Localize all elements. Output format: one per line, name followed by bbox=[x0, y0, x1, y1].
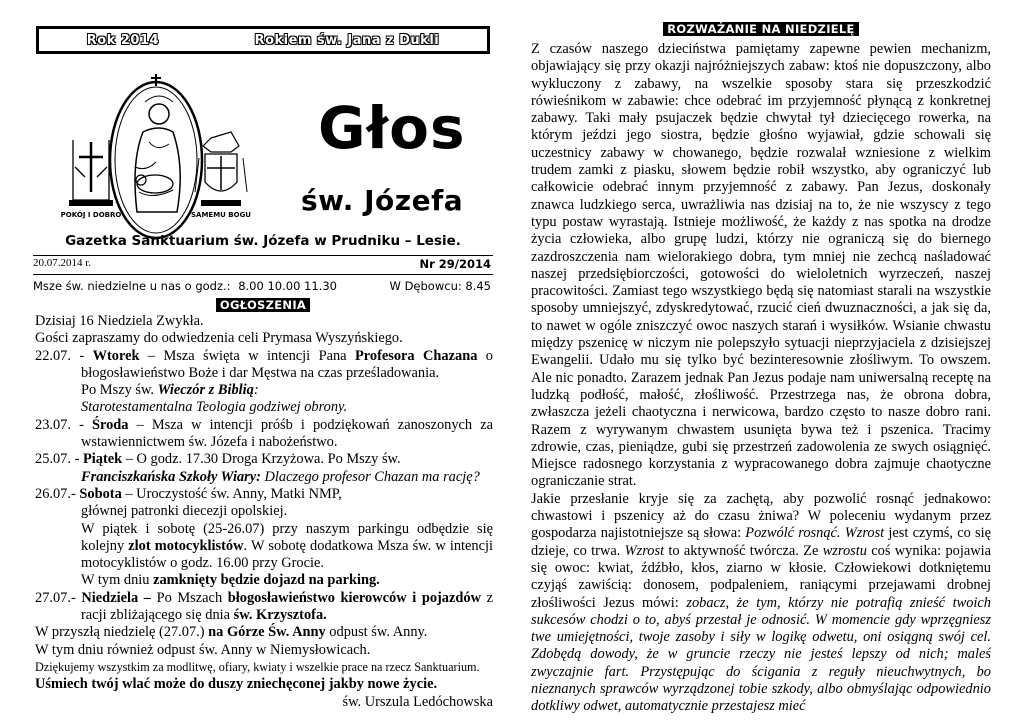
announcement-line: Gości zapraszamy do odwiedzenia celi Prymasa Wyszyńskiego. bbox=[35, 330, 403, 347]
right-column bbox=[531, 20, 991, 720]
header-banner bbox=[36, 26, 490, 54]
reflection-heading: ROZWAŻANIE NA NIEDZIELĘ bbox=[663, 22, 858, 36]
svg-text:SAMEMU BOGU: SAMEMU BOGU bbox=[190, 211, 251, 219]
announcement-friday-school: Franciszkańska Szkoły Wiary: Dlaczego profesor Chazan ma rację? bbox=[81, 468, 480, 485]
masses-times: 8.00 10.00 11.30 bbox=[238, 279, 337, 293]
quote-author: św. Urszula Ledóchowska bbox=[342, 693, 493, 710]
announcement-wednesday: 23.07. - Środa – Msza w intencji próśb i podziękowań zanoszonych za wstawiennictwem św. Józefa i nabożeństwo. bbox=[35, 416, 493, 451]
sanctuary-emblem bbox=[61, 72, 251, 242]
bulletin-subtitle: św. Józefa bbox=[301, 184, 464, 217]
svg-text:POKÓJ I DOBRO: POKÓJ I DOBRO bbox=[61, 211, 122, 219]
announcement-tuesday: 22.07. - Wtorek – Msza święta w intencji Pana Profesora Chazana o błogosławieństwo Boże i dar Męstwa na czas prześladowania. bbox=[35, 347, 494, 381]
announcement-friday: 25.07. - Piątek – O godz. 17.30 Droga Krzyżowa. Po Mszy św. bbox=[35, 451, 401, 468]
left-column bbox=[33, 24, 495, 714]
announcements-body bbox=[35, 313, 493, 711]
divider bbox=[33, 255, 493, 256]
reflection-paragraph: Jakie przesłanie kryje się za zachętą, aby pozwolić rosnąć jednakowo: chwastowi i pszenicy aż do czasu żniwa? W poleceniu wydanym przez gospodarza najistotniejsze są słowa: Pozwólć rosnąć. Wzrost jest czymś, co się dzieje, co trwa. Wzrost to aktywność twórcza. Ze wzrostu coś wynika: pojawia się owoc: kwiat, źdźbło, kłos, ziarno w kłosie. Człowiekowi dotkniętemu czyjąś zawiścią: donosem, podpaleniem, raniącymi przejawami drobnej złośliwości Jezus mówi: zobacz, że tym, którzy nie potrafią znieść twoich sukcesów chodzi o to, abyś przestał je odnosić. W momencie gdy wprzęgniesz twe umiejętności, twoje zasoby i siły w logikę odwetu, oni osiągną swój cel. Zdobędą dowody, że w gruncie rzeczy nie jesteś lepszy od nich; maleś zwyczajnie fart. Przystępując do ścigania z reguły nieuchwytnych, bo nieznanych sprawców wyrządzonej tobie szkody, albo obmyślając odpowiednio dotkliwy odwet, automatycznie przestajesz mieć bbox=[531, 490, 991, 715]
bulletin-title: Głos bbox=[318, 94, 466, 162]
masses-label: Msze św. niedzielne u nas o godz.: bbox=[33, 279, 231, 293]
issue-dateline bbox=[33, 257, 493, 273]
announcement-sunday: 27.07.- Niedziela – Po Mszach błogosławieństwo kierowców i pojazdów z racji zbliżającego się dnia św. Krzysztofa. bbox=[35, 589, 493, 624]
issue-date: 20.07.2014 r. bbox=[33, 257, 92, 269]
reflection-heading-wrap bbox=[531, 20, 991, 38]
mass-times bbox=[33, 279, 493, 295]
year-label: Rok 2014 bbox=[86, 32, 160, 48]
debowiec-times: W Dębowcu: 8.45 bbox=[389, 279, 491, 293]
announcement-tuesday-theme: Starotestamentalna Teologia godziwej obrony. bbox=[81, 399, 348, 416]
thanks-line: Dziękujemy wszystkim za modlitwę, ofiary, kwiaty i wszelkie prace na rzecz Sanktuarium. bbox=[35, 659, 480, 674]
announcement-also: W tym dniu również odpust św. Anny w Niemysłowicach. bbox=[35, 641, 371, 658]
gazette-line: Gazetka Sanktuarium św. Józefa w Prudniku – Lesie. bbox=[65, 233, 461, 249]
announcement-tuesday-evening: Po Mszy św. Wieczór z Biblią: bbox=[81, 382, 259, 399]
announcement-parking: W tym dniu zamknięty będzie dojazd na parking. bbox=[81, 572, 380, 589]
dedication-label: Rokiem św. Jana z Dukli bbox=[254, 32, 440, 48]
announcements-heading: OGŁOSZENIA bbox=[216, 298, 310, 312]
divider bbox=[33, 274, 493, 275]
announcement-line: Dzisiaj 16 Niedziela Zwykła. bbox=[35, 313, 204, 329]
issue-number: Nr 29/2014 bbox=[419, 257, 491, 271]
reflection-body bbox=[531, 41, 991, 716]
announcement-next-sunday: W przyszłą niedzielę (27.07.) na Górze Św. Anny odpust św. Anny. bbox=[35, 624, 428, 641]
announcements-heading-wrap bbox=[33, 296, 493, 314]
announcement-saturday-patron: głównej patronki diecezji opolskiej. bbox=[81, 503, 288, 520]
quote-line: Uśmiech twój wlać może do duszy zniechęconej jakby nowe życie. bbox=[35, 676, 438, 693]
reflection-paragraph: Z czasów naszego dzieciństwa pamiętamy zapewne pewien mechanizm, objawiający się przy okazji najróżniejszych zabaw: ktoś nie dopuszczony, albo wykluczony z zabawy, na wszelkie sposoby stara się przeszkodzić rówieśnikom w zabawie: chce odebrać im przyjemność płynącą z konkretnej zabawy. Taki mały psujaczek będzie chwytał tył dziecięcego rowerka, na którym jeździ jego siostra, będzie głośno wyjawiał, gdzie schowali się uczestnicy zabawy w chowanego, będzie rozwalał wzniesione z wielkim trudem zamki z piasku, słowem będzie robił wszystko, aby ograniczyć lub całkowicie odebrać innym przyjemność z zabawy. Pan Jezus, doskonały znawca ludzkiego serca, uwrażliwia nas dzisiaj na to, że nie wszyscy z tego typu postaw wyrastają. Istnieje możliwość, że każdy z nas spotka na drodze życia człowieka, albo grupę ludzi, którzy nie ograniczą się do biernego zazdroszczenia nam wielorakiego dobra, tym mniej nie zechcą naśladować naszej przedsiębiorczości, gotowości do wieloletnich wyrzeczeń, naszej pracowitości. Zamiast tego wszystkiego będą się natomiast starali na wszystkie sposoby umniejszyć, zdyskredytować, rzucić cień dwuznaczności, a jak się da, to nawet w ogóle zniszczyć owoc naszych starań i wysiłków. Wsianie chwastu między pszenicę w niczym nie polepszyło sytuacji nieprzyjaciela z dzisiejszej Ewangelii. Udało mu się tylko być bezinteresownie złośliwym. To owszem. Ale nic ponadto. Zarazem jednak Pan Jezus podaje nam uniwersalną receptę na ludzką podłość, małość, złośliwość. Przestrzega nas, że obrona dobra, zwłaszcza jeżeli chaotyczna i nerwicowa, bardzo często to nasze dobro rani. Razem z wyrywanym chwastem usunięta bywa też i pszenica. Tracimy zdrowie, czas, pieniądze, gubi się przestrzeń zadowolenia ze swych osiągnięć. Miejsce radosnego korzystania z wypracowanego dobra zajmuje chaotyczne ograniczanie strat. bbox=[531, 41, 991, 490]
announcement-saturday: 26.07.- Sobota – Uroczystość św. Anny, Matki NMP, bbox=[35, 485, 342, 502]
announcement-motorcyclists: W piątek i sobotę (25-26.07) przy naszym parkingu odbędzie się kolejny zlot motocyklistów. W sobotę dodatkowa Msza św. w intencji motocyklistów o godz. 16.00 przy Grocie. bbox=[81, 520, 493, 572]
